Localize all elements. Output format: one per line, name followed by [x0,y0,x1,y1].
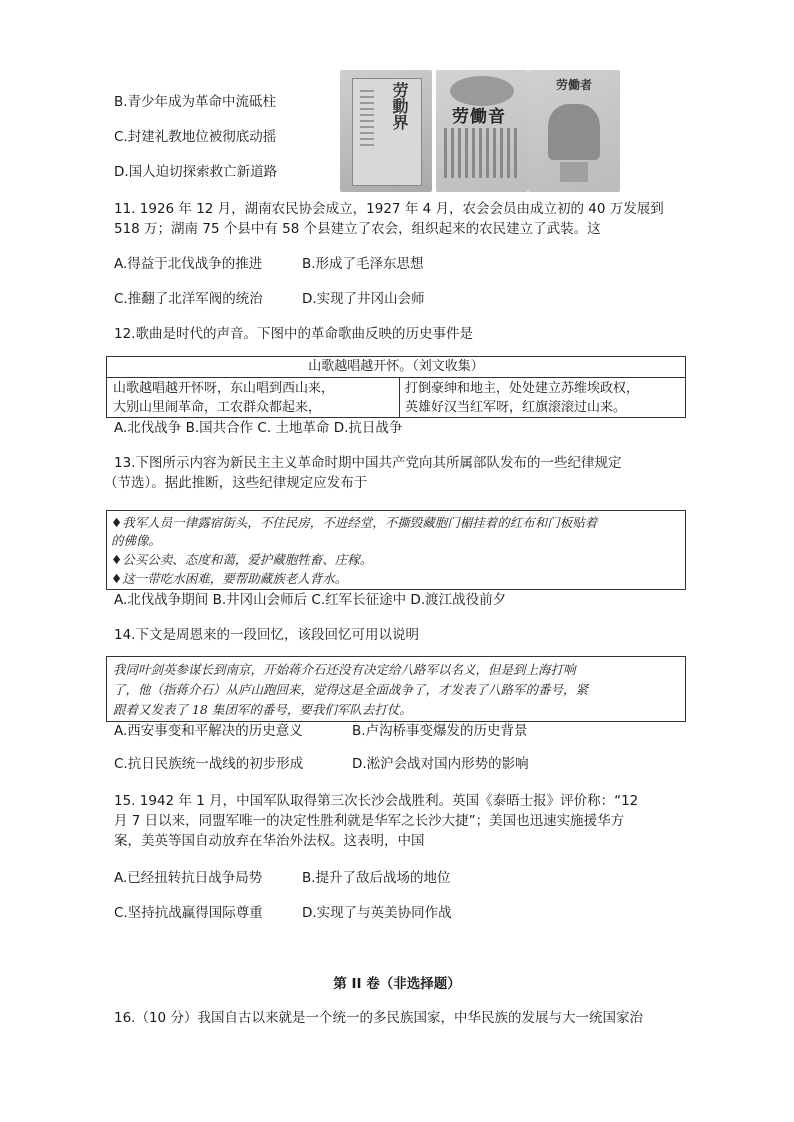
song-table-title: 山歌越唱越开怀。（刘文收集） [107,357,685,378]
q14-option-a: A.西安事变和平解决的历史意义 [114,723,303,739]
q12-options: A.北伐战争 B.国共合作 C. 土地革命 D.抗日战争 [114,420,403,436]
q14-stem: 14.下文是周恩来的一段回忆，该段回忆可用以说明 [114,627,419,643]
q14-option-c: C.抗日民族统一战线的初步形成 [114,756,304,772]
q13-stem-line1: 13.下图所示内容为新民主主义革命时期中国共产党向其所属部队发布的一些纪律规定 [114,455,622,471]
cover-1-title: 劳動界 [390,82,409,130]
q11-stem-line1: 11. 1926 年 12 月，湖南农民协会成立，1927 年 4 月，农会会员由成立初的 40 万发展到 [114,201,664,217]
song-right-line2: 英雄好汉当红军呀，红旗滚滚过山来。 [405,400,627,415]
q11-option-a: A.得益于北伐战争的推进 [114,256,263,272]
q15-stem-line1: 15. 1942 年 1 月，中国军队取得第三次长沙会战胜利。英国《泰晤士报》评价称：“12 [114,793,639,809]
zhou-enlai-quote-box [106,656,686,722]
rule-1b: 的佛像。 [111,533,162,548]
q10-option-c: C.封建礼教地位被彻底动摇 [114,129,277,145]
magazine-cover-1 [340,70,432,192]
q15-option-a: A.已经扭转抗日战争局势 [114,870,263,886]
q10-option-b: B.青少年成为革命中流砥柱 [114,94,277,110]
q15-stem-line2: 月 7 日以来，同盟军唯一的决定性胜利就是华军之长沙大捷”；美国也迅速实施援华方 [114,813,625,829]
song-left-line1: 山歌越唱越开怀呀，东山唱到西山来， [113,381,335,396]
q14-option-b: B.卢沟桥事变爆发的历史背景 [352,723,528,739]
cover-2-title: 劳働音 [452,107,506,127]
q10-option-d: D.国人迫切探索救亡新道路 [114,164,278,180]
rule-3: ♦这一带吃水困难，要帮助藏族老人背水。 [111,571,348,586]
magazine-cover-2 [436,70,528,192]
q15-stem-line3: 案，美英等国自动放弃在华治外法权。这表明，中国 [114,833,425,849]
quote-line1: 我同叶剑英参谋长到南京，开始蒋介石还没有决定给八路军以名义，但是到上海打响 [113,662,576,677]
q12-stem: 12.歌曲是时代的声音。下图中的革命歌曲反映的历史事件是 [114,326,473,342]
discipline-rules-box [106,510,686,590]
q11-option-d: D.实现了井冈山会师 [302,291,425,307]
magazine-cover-3 [528,70,620,192]
q15-option-c: C.坚持抗战赢得国际尊重 [114,905,263,921]
q14-option-d: D.淞沪会战对国内形势的影响 [352,756,529,772]
song-right-line1: 打倒豪绅和地主，处处建立苏维埃政权， [405,381,640,396]
q15-option-b: B.提升了敌后战场的地位 [302,870,451,886]
q11-stem-line2: 518 万；湖南 75 个县中有 58 个县建立了农会，组织起来的农民建立了武装。这 [114,221,601,237]
q11-option-b: B.形成了毛泽东思想 [302,256,424,272]
song-left-line2: 大别山里闹革命，工农群众都起来， [113,400,322,415]
q16-stem-line1: 16.（10 分）我国自古以来就是一个统一的多民族国家，中华民族的发展与大一统国家治 [114,1010,643,1026]
rule-1a: ♦我军人员一律露宿街头，不住民房，不进经堂，不撕毁藏胞门楣挂着的红布和门板贴着 [111,515,598,530]
rule-2: ♦公买公卖、态度和蔼，爱护藏胞牲畜、庄稼。 [111,552,373,567]
q13-options: A.北伐战争期间 B.井冈山会师后 C.红军长征途中 D.渡江战役前夕 [114,592,507,608]
song-lyrics-table [106,356,686,418]
q11-option-c: C.推翻了北洋军阀的统治 [114,291,263,307]
quote-line3: 跟着又发表了 18 集团军的番号，要我们军队去打仗。 [113,702,412,717]
cover-3-title: 劳働者 [556,78,593,92]
quote-line2: 了，他（指蒋介石）从庐山跑回来，觉得这是全面战争了，才发表了八路军的番号，紧 [113,682,589,697]
q13-stem-line2: （节选）。据此推断，这些纪律规定应发布于 [104,475,368,491]
q15-option-d: D.实现了与英美协同作战 [302,905,452,921]
section-2-title: 第 II 卷（非选择题） [333,976,461,992]
